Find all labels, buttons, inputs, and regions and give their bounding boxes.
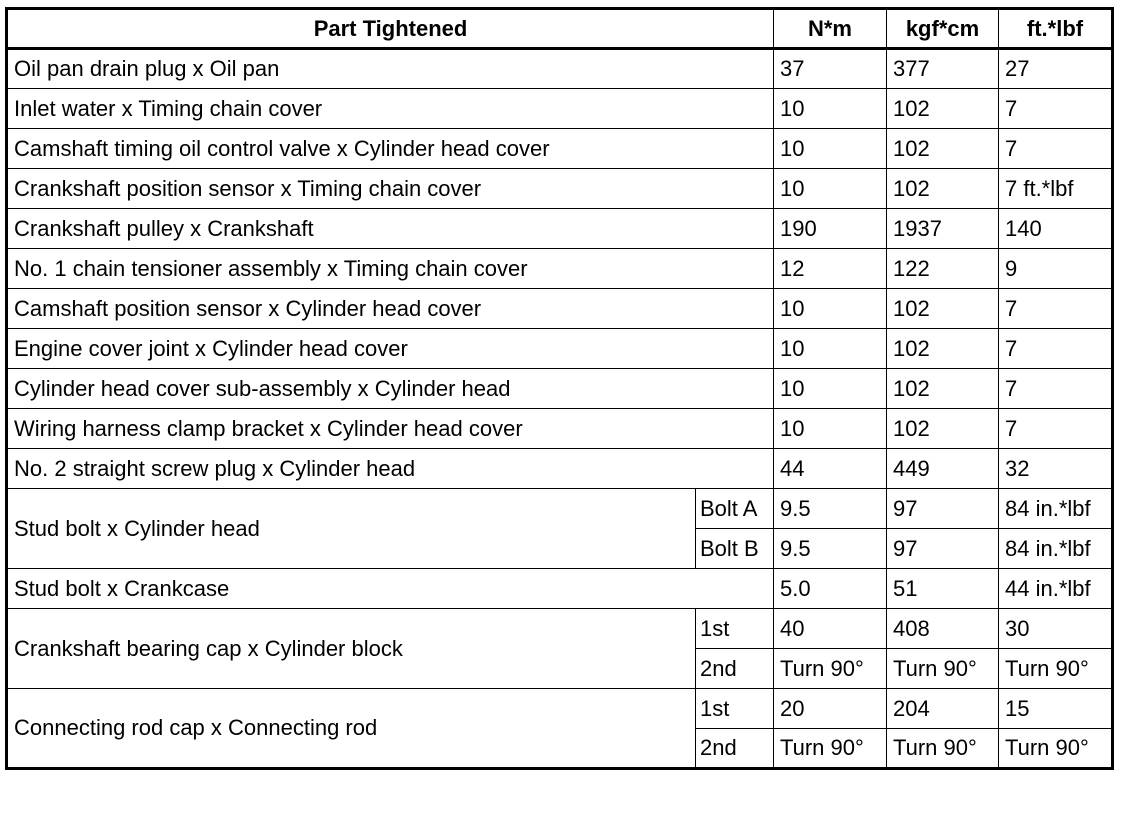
ftlbf-value: 30 <box>999 609 1113 649</box>
table-row <box>7 689 1113 729</box>
ftlbf-value: 7 <box>999 409 1113 449</box>
part-name: Stud bolt x Cylinder head <box>7 489 696 569</box>
ftlbf-value: 9 <box>999 249 1113 289</box>
kgfcm-value: 204 <box>887 689 999 729</box>
table-row <box>7 129 1113 169</box>
sub-label: Bolt A <box>696 489 774 529</box>
part-name: No. 1 chain tensioner assembly x Timing chain cover <box>7 249 774 289</box>
nm-value: 10 <box>774 169 887 209</box>
part-name: Wiring harness clamp bracket x Cylinder head cover <box>7 409 774 449</box>
part-name: No. 2 straight screw plug x Cylinder head <box>7 449 774 489</box>
nm-value: 9.5 <box>774 529 887 569</box>
sub-label: 1st <box>696 609 774 649</box>
nm-value: 10 <box>774 369 887 409</box>
nm-value: 10 <box>774 129 887 169</box>
kgfcm-value: 102 <box>887 129 999 169</box>
table-row <box>7 369 1113 409</box>
nm-value: 10 <box>774 329 887 369</box>
sub-label: 1st <box>696 689 774 729</box>
ftlbf-value: 140 <box>999 209 1113 249</box>
kgfcm-value: 97 <box>887 489 999 529</box>
ftlbf-value: 7 ft.*lbf <box>999 169 1113 209</box>
part-name: Crankshaft bearing cap x Cylinder block <box>7 609 696 689</box>
ftlbf-value: 7 <box>999 89 1113 129</box>
ftlbf-value: 7 <box>999 289 1113 329</box>
kgfcm-value: 449 <box>887 449 999 489</box>
table-row <box>7 49 1113 89</box>
nm-value: 44 <box>774 449 887 489</box>
part-name: Connecting rod cap x Connecting rod <box>7 689 696 769</box>
table-row <box>7 409 1113 449</box>
kgfcm-value: 102 <box>887 369 999 409</box>
header-part-tightened: Part Tightened <box>7 9 774 49</box>
table-row <box>7 609 1113 649</box>
ftlbf-value: Turn 90° <box>999 649 1113 689</box>
kgfcm-value: 51 <box>887 569 999 609</box>
kgfcm-value: Turn 90° <box>887 649 999 689</box>
table-row <box>7 169 1113 209</box>
kgfcm-value: 102 <box>887 289 999 329</box>
header-ftlbf: ft.*lbf <box>999 9 1113 49</box>
table-row <box>7 289 1113 329</box>
ftlbf-value: 7 <box>999 329 1113 369</box>
nm-value: 10 <box>774 289 887 329</box>
header-nm: N*m <box>774 9 887 49</box>
nm-value: 12 <box>774 249 887 289</box>
nm-value: 10 <box>774 409 887 449</box>
kgfcm-value: Turn 90° <box>887 729 999 769</box>
table-row <box>7 569 1113 609</box>
nm-value: 5.0 <box>774 569 887 609</box>
ftlbf-value: 27 <box>999 49 1113 89</box>
kgfcm-value: 122 <box>887 249 999 289</box>
header-row <box>7 9 1113 49</box>
part-name: Crankshaft position sensor x Timing chain cover <box>7 169 774 209</box>
kgfcm-value: 1937 <box>887 209 999 249</box>
header-kgfcm: kgf*cm <box>887 9 999 49</box>
part-name: Engine cover joint x Cylinder head cover <box>7 329 774 369</box>
nm-value: Turn 90° <box>774 729 887 769</box>
ftlbf-value: 44 in.*lbf <box>999 569 1113 609</box>
nm-value: 190 <box>774 209 887 249</box>
part-name: Stud bolt x Crankcase <box>7 569 774 609</box>
nm-value: Turn 90° <box>774 649 887 689</box>
table-row <box>7 249 1113 289</box>
ftlbf-value: 7 <box>999 129 1113 169</box>
sub-label: Bolt B <box>696 529 774 569</box>
kgfcm-value: 102 <box>887 89 999 129</box>
ftlbf-value: 7 <box>999 369 1113 409</box>
kgfcm-value: 408 <box>887 609 999 649</box>
ftlbf-value: 15 <box>999 689 1113 729</box>
table-row <box>7 329 1113 369</box>
kgfcm-value: 377 <box>887 49 999 89</box>
kgfcm-value: 102 <box>887 409 999 449</box>
ftlbf-value: 84 in.*lbf <box>999 489 1113 529</box>
table-row <box>7 449 1113 489</box>
torque-spec-table <box>5 7 1114 770</box>
ftlbf-value: 32 <box>999 449 1113 489</box>
table-row <box>7 489 1113 529</box>
kgfcm-value: 102 <box>887 329 999 369</box>
part-name: Inlet water x Timing chain cover <box>7 89 774 129</box>
nm-value: 10 <box>774 89 887 129</box>
part-name: Cylinder head cover sub-assembly x Cylinder head <box>7 369 774 409</box>
part-name: Crankshaft pulley x Crankshaft <box>7 209 774 249</box>
part-name: Oil pan drain plug x Oil pan <box>7 49 774 89</box>
ftlbf-value: Turn 90° <box>999 729 1113 769</box>
kgfcm-value: 102 <box>887 169 999 209</box>
table-row <box>7 89 1113 129</box>
nm-value: 20 <box>774 689 887 729</box>
nm-value: 37 <box>774 49 887 89</box>
nm-value: 40 <box>774 609 887 649</box>
sub-label: 2nd <box>696 649 774 689</box>
part-name: Camshaft position sensor x Cylinder head cover <box>7 289 774 329</box>
ftlbf-value: 84 in.*lbf <box>999 529 1113 569</box>
table-row <box>7 209 1113 249</box>
sub-label: 2nd <box>696 729 774 769</box>
nm-value: 9.5 <box>774 489 887 529</box>
part-name: Camshaft timing oil control valve x Cylinder head cover <box>7 129 774 169</box>
kgfcm-value: 97 <box>887 529 999 569</box>
